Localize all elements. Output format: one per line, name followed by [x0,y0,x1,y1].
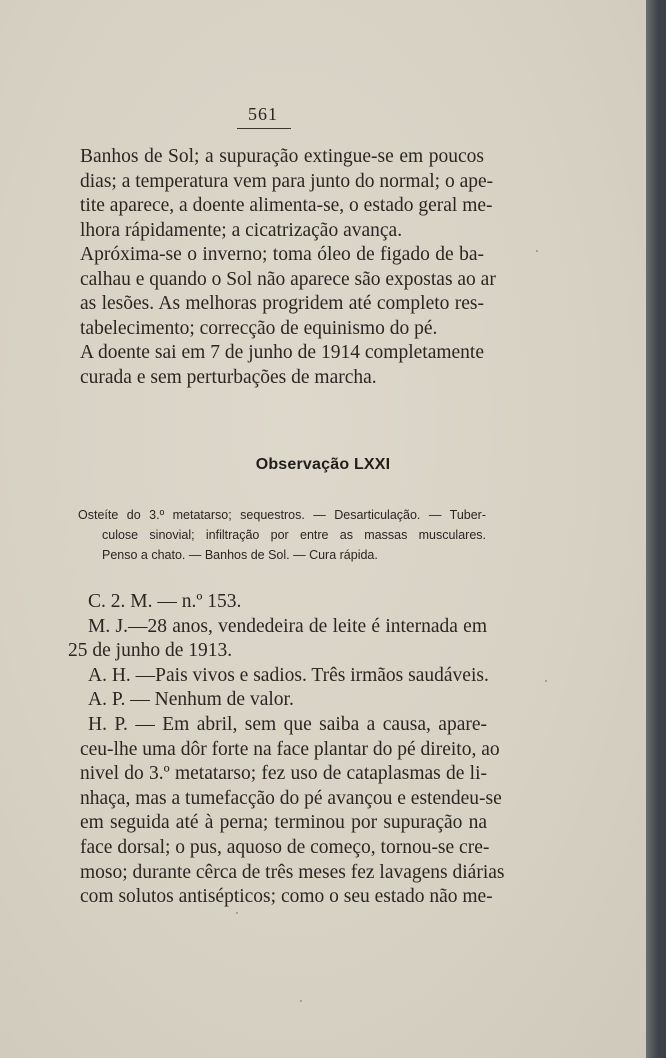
text-line: lhora rápidamente; a cicatrização avança. [80,219,403,241]
text-line: A. P. — Nenhum de valor. [88,689,294,711]
text-line: moso; durante cêrca de três meses fez lavagens diárias [80,861,505,883]
intro-text [80,145,496,390]
book-edge [646,0,666,1058]
text-line: em seguida até à perna; terminou por supuração na [80,812,487,834]
page-number: 561 [248,104,278,124]
paragraph [80,145,494,243]
paragraph [80,664,487,689]
text-line: tabelecimento; correcção de equinismo do pé. [80,317,438,339]
observation-title: Observação LXXI [255,456,391,473]
paper-speck [545,680,547,682]
text-line: nhaça, mas a tumefacção do pé avançou e estendeu-se [80,787,502,809]
page-number-rule [237,128,291,129]
paragraph [80,713,505,910]
text-line: nivel do 3.º metatarso; fez uso de cataplasmas de li- [80,763,487,785]
summary-line: Penso a chato. — Banhos de Sol. — Cura rápida. [102,548,378,562]
text-line: ceu-lhe uma dôr forte na face plantar do pé direito, ao [80,738,500,760]
text-line: M. J.—28 anos, vendedeira de leite é internada em [88,615,487,637]
text-line: com solutos antisépticos; como o seu estado não me- [80,886,493,908]
text-line: as lesões. As melhoras progridem até completo res- [80,293,484,314]
summary-line: Osteíte do 3.º metatarso; sequestros. — Desarticulação. — Tuber- [78,508,486,522]
text-line: Banhos de Sol; a supuração extingue-se em poucos [80,146,484,167]
paper-speck [236,912,238,914]
paper-speck [300,1000,302,1002]
text-line: C. 2. M. — n.º 153. [88,591,242,612]
paragraph [80,243,496,341]
text-line: calhau e quando o Sol não aparece são expostas ao ar [80,268,496,290]
case-text [68,590,505,910]
text-line: dias; a temperatura vem para junto do normal; o ape- [80,170,494,192]
paragraph [80,590,487,615]
paragraph [80,341,484,390]
observation-summary [78,505,486,565]
paragraph [80,688,487,713]
summary-line: culose sinovial; infiltração por entre as massas musculares. [102,528,486,542]
text-line: face dorsal; o pus, aquoso de começo, tornou-se cre- [80,836,490,858]
paper-speck [536,250,538,252]
text-line: H. P. — Em abril, sem que saiba a causa, apare- [88,713,487,735]
text-line: 25 de junho de 1913. [68,640,233,662]
text-line: tite aparece, a doente alimenta-se, o estado geral me- [80,195,493,216]
text-line: A doente sai em 7 de junho de 1914 completamente [80,342,484,363]
text-line: Apróxima-se o inverno; toma óleo de figado de ba- [80,244,484,265]
text-line: curada e sem perturbações de marcha. [80,366,377,388]
text-line: A. H. —Pais vivos e sadios. Três irmãos saudáveis. [88,664,489,686]
paragraph [68,615,487,664]
